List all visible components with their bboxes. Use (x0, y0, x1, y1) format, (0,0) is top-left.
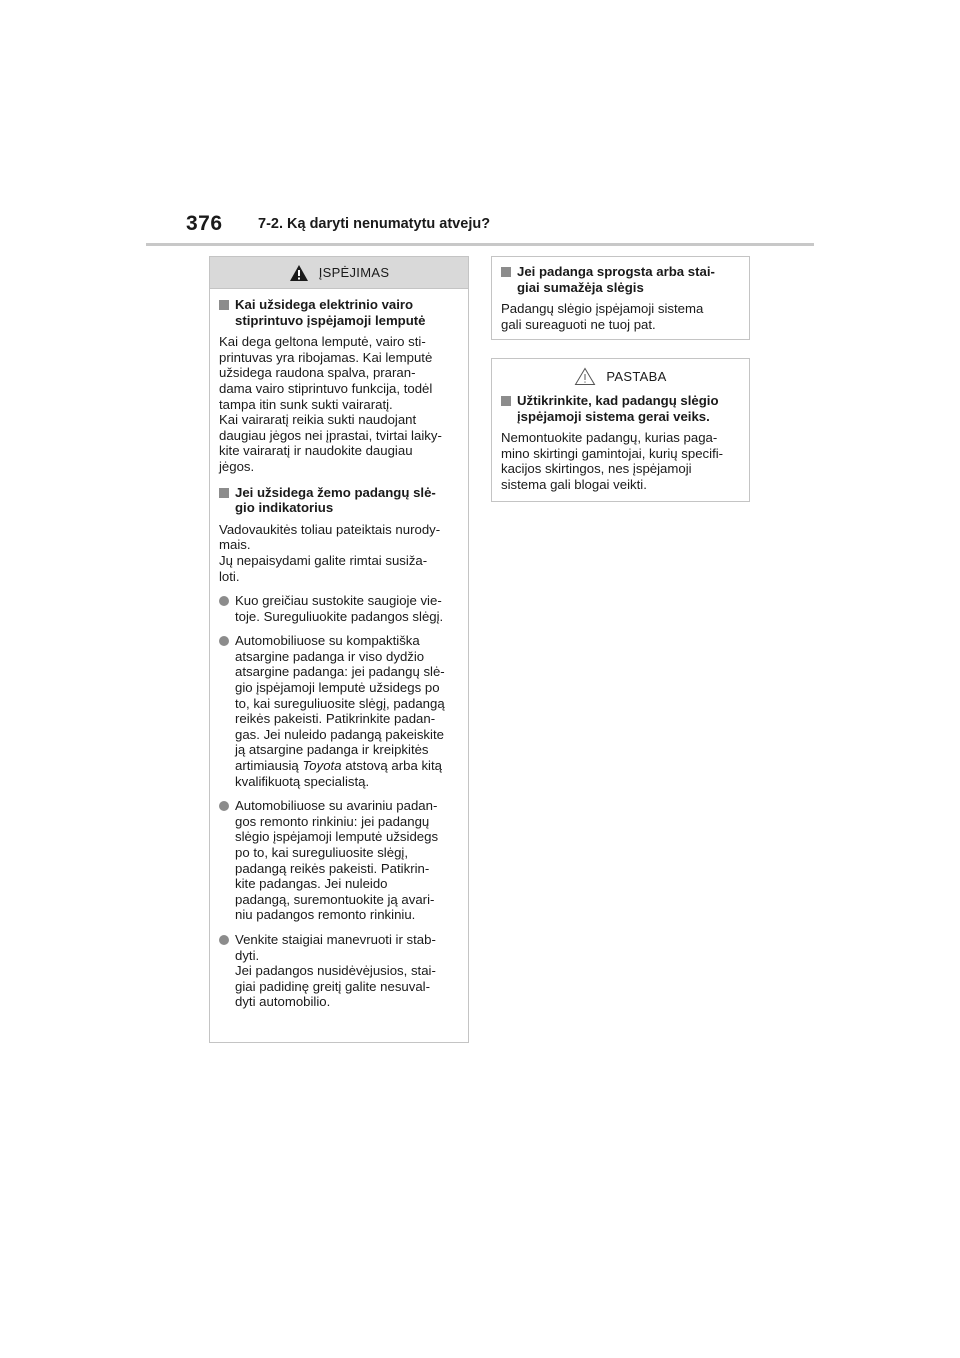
page-number: 376 (186, 212, 223, 235)
heading-power-steering: Kai užsidega elektrinio vairo stiprintuvo įspėjamoji lemputė (219, 297, 459, 328)
square-bullet-icon (501, 396, 511, 406)
info-box (491, 256, 750, 340)
notice-box (491, 358, 750, 502)
heading-low-tire-pressure: Jei užsidega žemo padangų slė- gio indikatorius (219, 485, 459, 516)
warning-box-body (210, 297, 468, 1018)
bullet-repair-kit: Automobiliuose su avariniu padan- gos remonto rinkiniu: jei padangų slėgio įspėjamoji lemputė užsidegs po to, kai sureguliuosite slėgį, padangą reikės pakeisti. Patikrin- kite padangas. Jei nuleido padangą, suremontuokite ją avari- niu padangos remonto rinkiniu. (219, 798, 459, 923)
para-power-steering: Kai dega geltona lemputė, vairo sti- printuvas yra ribojamas. Kai lemputė užsidega raudona spalva, praran- dama vairo stiprintuvo funkcija, todėl tampa itin sunk sukti vairaratį. Kai vairaratį reikia sukti naudojant daugiau jėgos nei įprastai, tvirtai laiky- kite vairaratį ir naudokite daugiau jėgos. (219, 334, 442, 474)
bullet-stop-safely: Kuo greičiau sustokite saugioje vie- toje. Sureguliuokite padangos slėgį. (219, 593, 459, 624)
square-bullet-icon (501, 267, 511, 277)
notice-box-title: PASTABA (606, 368, 667, 384)
para-tpms-works: Nemontuokite padangų, kurias paga- mino skirtingi gamintojai, kurių specifi- kacijos skirtingos, nes įspėjamoji sistema gali blogai veikti. (501, 430, 724, 492)
warning-box (209, 256, 469, 1043)
heading-tpms-works: Užtikrinkite, kad padangų slėgio įspėjamoji sistema gerai veiks. (501, 393, 740, 424)
header-rule (146, 243, 814, 246)
para-low-tire-pressure: Vadovaukitės toliau pateiktais nurody- mais. Jų nepaisydami galite rimtai susiža- loti. (219, 521, 441, 584)
square-bullet-icon (219, 488, 229, 498)
round-bullet-icon (219, 636, 229, 646)
brand-name: Toyota (302, 758, 342, 774)
square-bullet-icon (219, 300, 229, 310)
warning-box-header (210, 257, 468, 289)
bullet-avoid-sudden: Venkite staigiai manevruoti ir stab- dyti. Jei padangos nusidėvėjusios, stai- giai padidinę greitį galite nesuval- dyti automobilio. (219, 932, 459, 1010)
warning-box-title: ĮSPĖJIMAS (318, 265, 390, 280)
caution-triangle-icon (574, 367, 596, 386)
notice-box-body (492, 393, 749, 501)
round-bullet-icon (219, 596, 229, 606)
notice-box-header (492, 362, 749, 390)
warning-triangle-icon (289, 264, 309, 282)
bullet-compact-spare: Automobiliuose su kompaktiška atsargine padanga ir viso dydžio atsargine padanga: jei padangų slė- gio įspėjamoji lemputė užsidegs po to, kai sureguliuosite slėgį, padangą reikės pakeisti. Patikrinkite padan- gas. Jei nuleido padangą pakeiskite ją atsargine padanga ir kreipkitės artimiausią Toyota atstovą arba kitą kvalifikuotą specialistą. (219, 633, 459, 789)
heading-tire-burst: Jei padanga sprogsta arba stai- giai sumažėja slėgis (501, 264, 740, 295)
round-bullet-icon (219, 935, 229, 945)
round-bullet-icon (219, 801, 229, 811)
section-title: 7-2. Ką daryti nenumatytu atveju? (258, 216, 491, 232)
para-tire-burst: Padangų slėgio įspėjamoji sistema gali sureaguoti ne tuoj pat. (501, 301, 704, 332)
info-box-body (492, 264, 749, 340)
